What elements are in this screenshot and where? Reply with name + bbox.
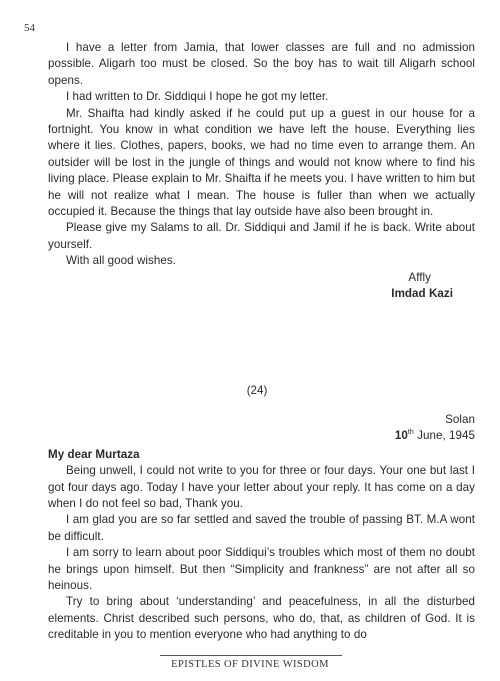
letter-24-place: Solan [445,413,475,426]
letter-24-paragraph: I am glad you are so far settled and saved the trouble of passing BT. M.A wont be difficult. [48,513,475,543]
letter-23-paragraph: Please give my Salams to all. Dr. Siddiqui and Jamil if he is back. Write about yourself. [48,221,475,251]
letter-23-paragraph: I had written to Dr. Siddiqui I hope he got my letter. [66,90,329,104]
letter-24-salutation: My dear Murtaza [48,447,140,461]
letter-23-signature: Imdad Kazi [391,287,453,301]
letter-24-paragraph: Being unwell, I could not write to you for three or four days. Your one but last I got four days ago. Today I have your letter about your reply. It has come on a day when I do not feel so bad, Thank you. [48,464,475,511]
letter-24-place-date [48,412,475,445]
letter-23-sign-off [48,270,475,303]
letter-23-body [48,40,475,303]
letter-23-paragraph: With all good wishes. [66,254,176,268]
footer-rule [160,655,342,656]
letter-23-paragraph: Mr. Shaifta had kindly asked if he could put up a guest in our house for a fortnight. You know in what condition we have left the house. Everything lies where it lies. Clothes, papers, books, we had no time even to arrange them. An outsider will be lost in the jungle of things and would not know where to find his living place. Please explain to Mr. Shaifta if he meets you. I have written to him but he will not realize what I mean. The house is fuller than when we actually occupied it. Because the things that lay outside have also been brought in. [48,106,475,219]
letter-23-paragraph: I have a letter from Jamia, that lower classes are full and no admission possible. Aligarh too must be closed. So the boy has to wait till Aligarh school opens. [48,41,475,87]
letter-23-closing: Affly [408,270,431,284]
letter-24-paragraph: I am sorry to learn about poor Siddiqui’s troubles which most of them no doubt he brings upon himself. But then “Simplicity and frankness” are not after all so heinous. [48,546,475,593]
letter-24-date-rest: June, 1945 [413,429,475,443]
letter-24-date-suffix: th [407,429,414,437]
footer-book-title: EPISTLES OF DIVINE WISDOM [171,659,329,670]
letter-24-number: (24) [246,384,268,397]
letter-24-date-day: 10 [394,429,408,443]
letter-24-body [48,412,475,644]
page-number: 54 [24,22,35,34]
letter-24-paragraph: Try to bring about ‘understanding’ and peacefulness, in all the disturbed elements. Christ described such persons, who do, that, as children of God. It is creditable in you to mention everyone who had anything to do [48,595,475,642]
letter-24-date [48,428,475,444]
